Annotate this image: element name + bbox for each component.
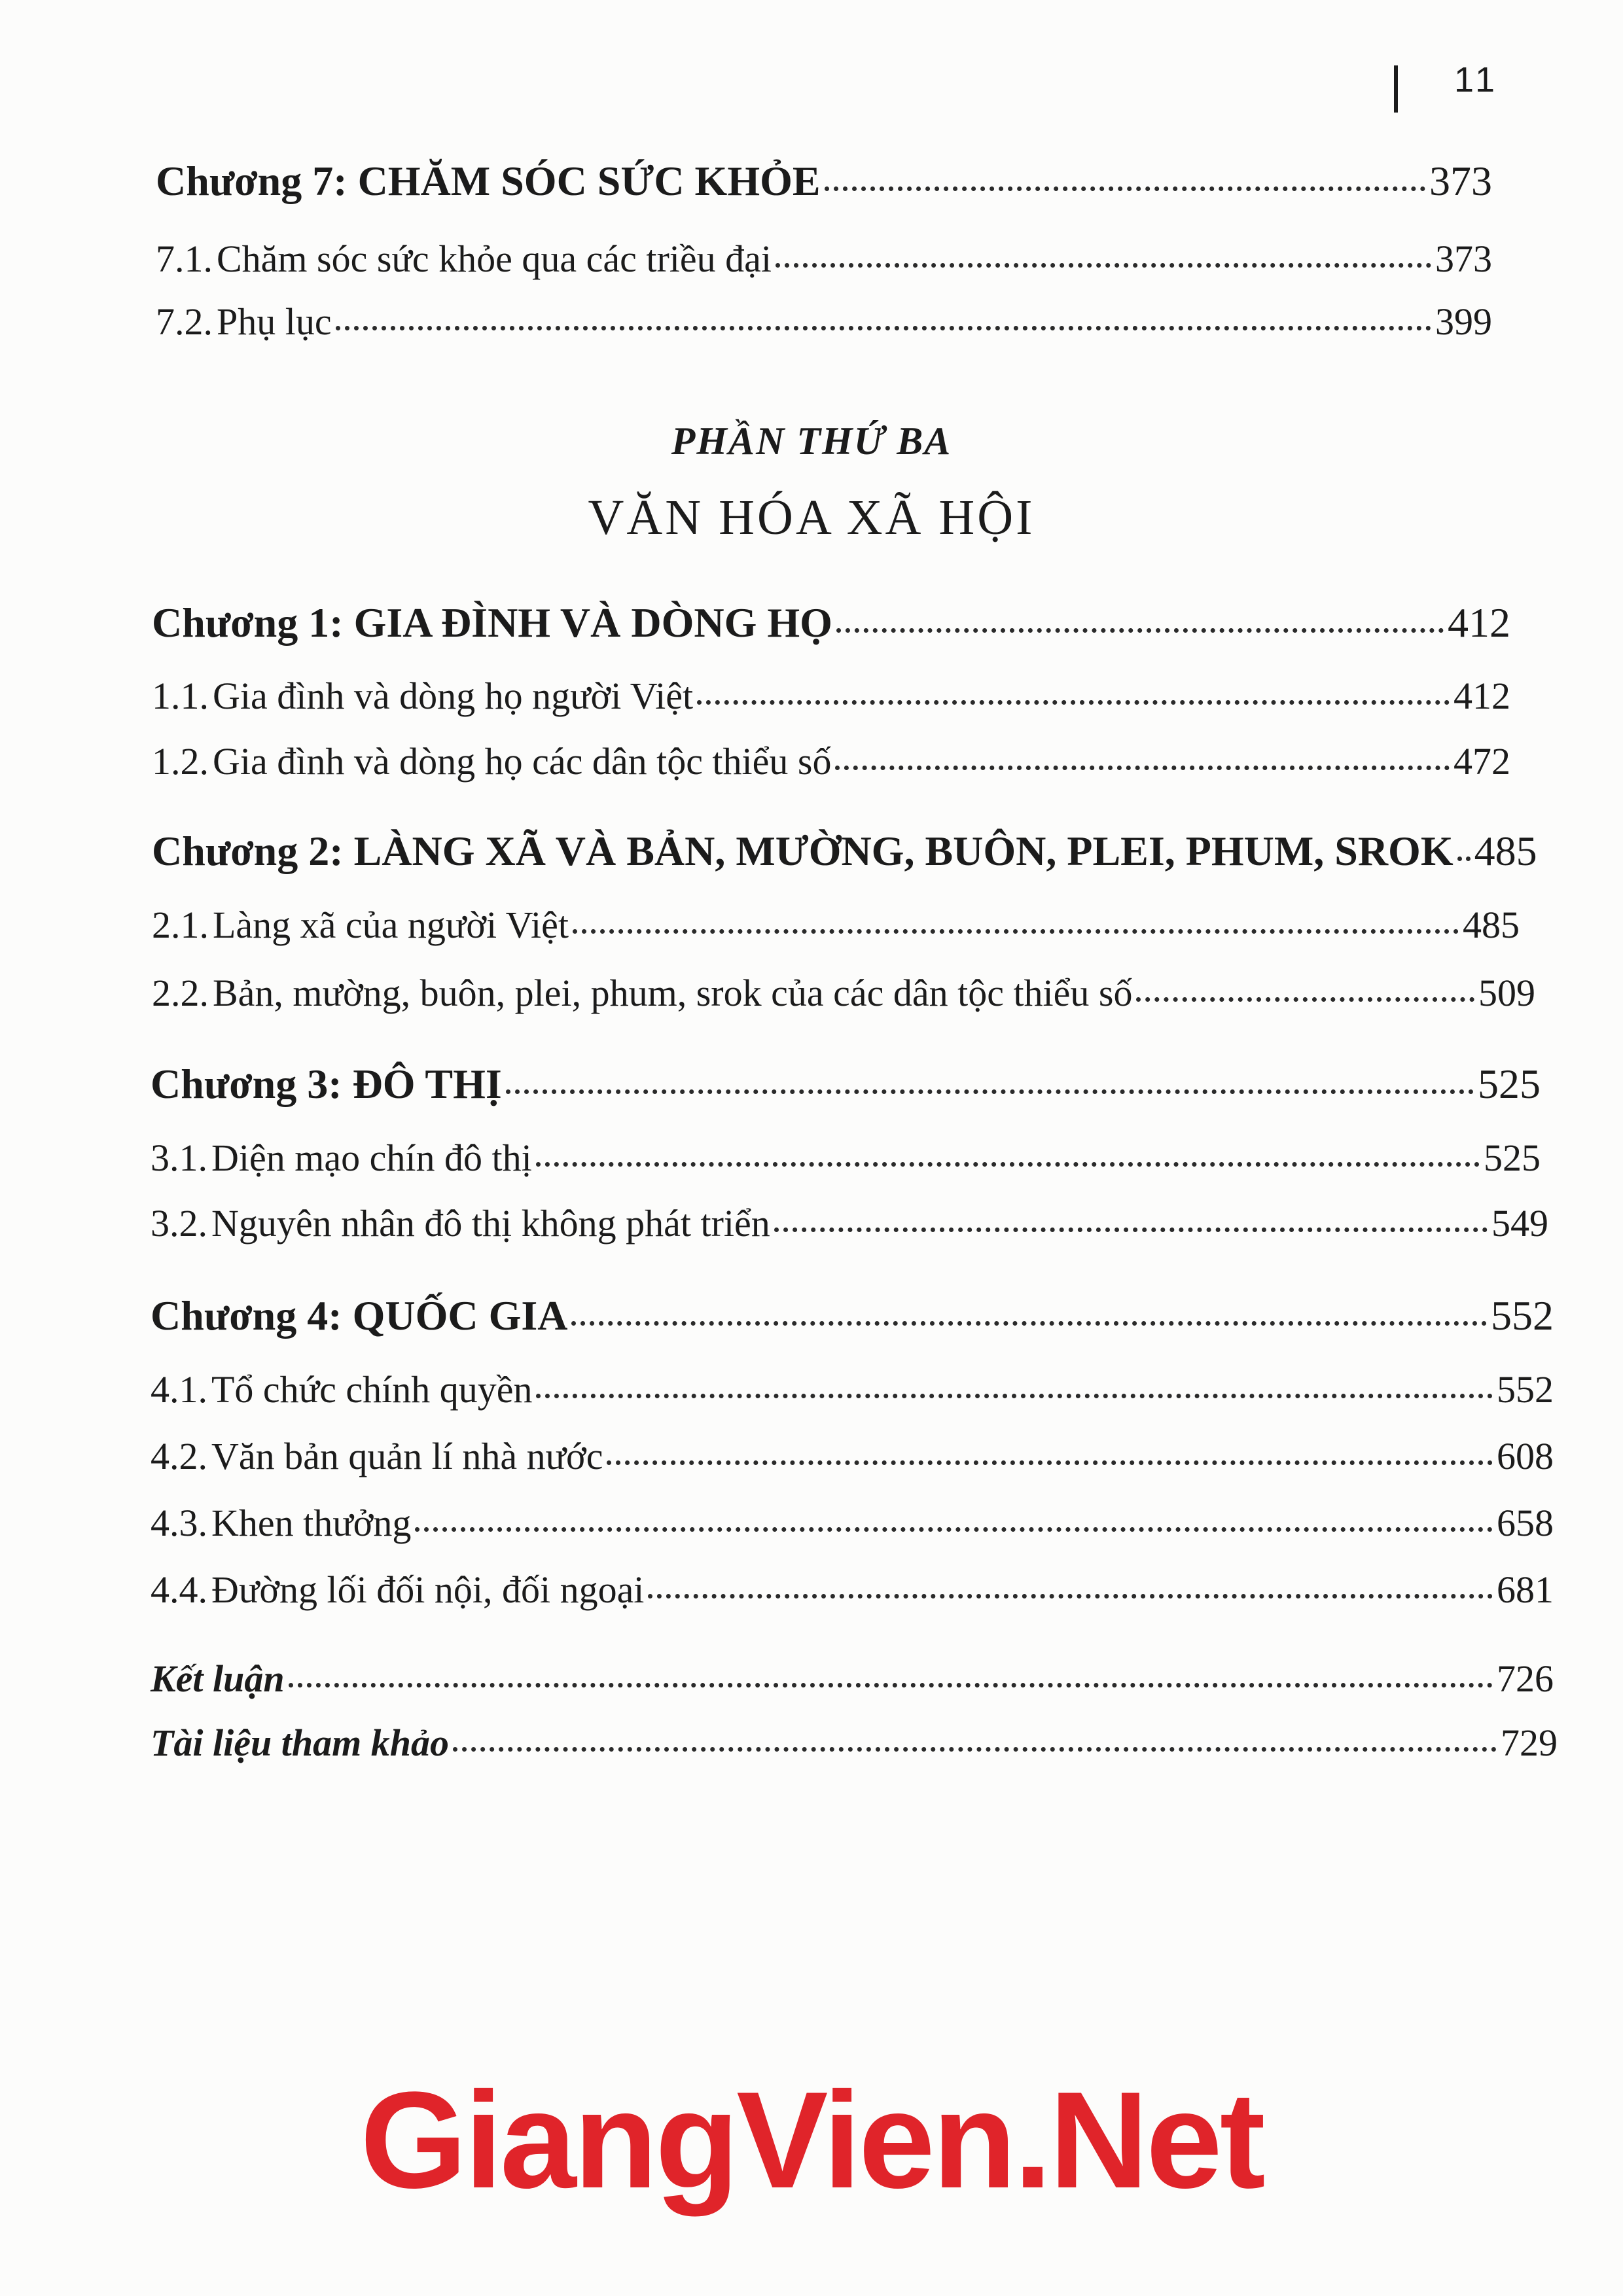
leader-dots [571,1321,1487,1326]
toc-page-number: 726 [1497,1657,1554,1700]
toc-chapter-2[interactable] [152,827,1537,875]
toc-chapter-1[interactable] [152,599,1510,647]
toc-page-number: 552 [1497,1368,1554,1411]
leader-dots [825,186,1425,191]
leader-dots [648,1594,1493,1598]
toc-page-number: 608 [1497,1435,1554,1477]
toc-section-3-2[interactable] [151,1201,1548,1245]
toc-chapter-4[interactable] [151,1292,1554,1340]
toc-section-4-2[interactable] [151,1434,1554,1478]
toc-section-4-1[interactable] [151,1368,1554,1411]
toc-page-number: 373 [1429,158,1492,204]
leader-dots [776,263,1431,268]
toc-section-title: Gia đình và dòng họ người Việt [213,675,694,717]
leader-dots [1457,857,1471,861]
toc-section-title: Nguyên nhân đô thị không phát triển [211,1202,770,1245]
toc-section-2-2[interactable] [152,971,1535,1015]
toc-section-title: Chăm sóc sức khỏe qua các triều đại [217,238,772,280]
leader-dots [835,766,1450,770]
toc-section-1-1[interactable] [152,674,1510,718]
toc-chapter-label: Chương 4: QUỐC GIA [151,1292,568,1339]
toc-section-number: 4.4. [151,1568,207,1611]
toc-section-title: Gia đình và dòng họ các dân tộc thiểu số [213,740,832,783]
toc-chapter-label: Chương 7: CHĂM SÓC SỨC KHỎE [156,158,821,204]
page-number: 11 [1454,60,1499,99]
part-subtitle: PHẦN THỨ BA [671,419,952,463]
toc-page-number: 729 [1501,1722,1558,1764]
toc-page-number: 412 [1448,599,1510,646]
toc-section-title: Tổ chức chính quyền [211,1368,533,1411]
leader-dots [536,1394,1493,1398]
toc-chapter-label: Chương 1: GIA ĐÌNH VÀ DÒNG HỌ [152,599,832,646]
toc-section-2-1[interactable] [152,903,1520,947]
toc-chapter-3[interactable] [151,1060,1541,1108]
part-title: VĂN HÓA XÃ HỘI [588,490,1035,545]
toc-chapter-7[interactable] [156,157,1492,205]
site-watermark: GiangVien.Net [360,2063,1263,2217]
toc-section-number: 1.1. [152,675,209,717]
toc-page-number: 658 [1497,1502,1554,1544]
toc-section-number: 2.1. [152,904,209,946]
toc-page-number: 485 [1463,904,1520,946]
toc-endmatter-label: Tài liệu tham khảo [151,1722,450,1764]
toc-section-1-2[interactable] [152,739,1510,783]
toc-section-title: Diện mạo chín đô thị [211,1137,532,1179]
header-rule [1394,65,1398,113]
leader-dots [289,1683,1493,1687]
toc-section-number: 2.2. [152,972,209,1014]
toc-page-number: 485 [1474,828,1537,874]
leader-dots [1136,997,1474,1002]
toc-section-number: 4.3. [151,1502,207,1544]
toc-page-number: 552 [1491,1292,1554,1339]
toc-references[interactable] [151,1721,1558,1765]
leader-dots [415,1527,1493,1532]
toc-section-3-1[interactable] [151,1136,1541,1180]
toc-section-number: 4.1. [151,1368,207,1411]
toc-page-number: 412 [1454,675,1510,717]
toc-section-4-4[interactable] [151,1568,1554,1612]
toc-page-number: 681 [1497,1568,1554,1611]
toc-section-number: 7.2. [156,300,213,343]
toc-endmatter-label: Kết luận [151,1657,285,1700]
toc-section-title: Khen thưởng [211,1502,412,1544]
toc-section-title: Bản, mường, buôn, plei, phum, srok của các dân tộc thiểu số [213,972,1133,1014]
leader-dots [607,1460,1493,1465]
toc-conclusion[interactable] [151,1657,1554,1701]
toc-section-number: 3.2. [151,1202,207,1245]
toc-section-number: 1.2. [152,740,209,783]
leader-dots [506,1089,1474,1094]
leader-dots [336,326,1431,330]
leader-dots [774,1227,1488,1232]
toc-chapter-label: Chương 3: ĐÔ THỊ [151,1061,502,1107]
toc-page-number: 373 [1435,238,1492,280]
toc-page-number: 509 [1478,972,1535,1014]
toc-section-title: Phụ lục [217,300,332,343]
toc-page-number: 472 [1454,740,1510,783]
leader-dots [453,1747,1497,1752]
toc-section-7-1[interactable] [156,237,1492,281]
toc-section-7-2[interactable] [156,300,1492,344]
toc-section-title: Văn bản quản lí nhà nước [211,1435,603,1477]
toc-section-title: Đường lối đối nội, đối ngoại [211,1568,645,1611]
leader-dots [697,700,1450,705]
toc-page-number: 525 [1478,1061,1541,1107]
toc-page-number: 525 [1484,1137,1541,1179]
toc-section-number: 7.1. [156,238,213,280]
leader-dots [536,1162,1480,1167]
toc-page-number: 399 [1435,300,1492,343]
toc-section-4-3[interactable] [151,1501,1554,1545]
toc-section-title: Làng xã của người Việt [213,904,569,946]
leader-dots [573,929,1459,934]
toc-section-number: 3.1. [151,1137,207,1179]
toc-page-number: 549 [1491,1202,1548,1245]
toc-chapter-label: Chương 2: LÀNG XÃ VÀ BẢN, MƯỜNG, BUÔN, PLEI, PHUM, SROK [152,828,1454,874]
toc-section-number: 4.2. [151,1435,207,1477]
leader-dots [836,628,1444,633]
